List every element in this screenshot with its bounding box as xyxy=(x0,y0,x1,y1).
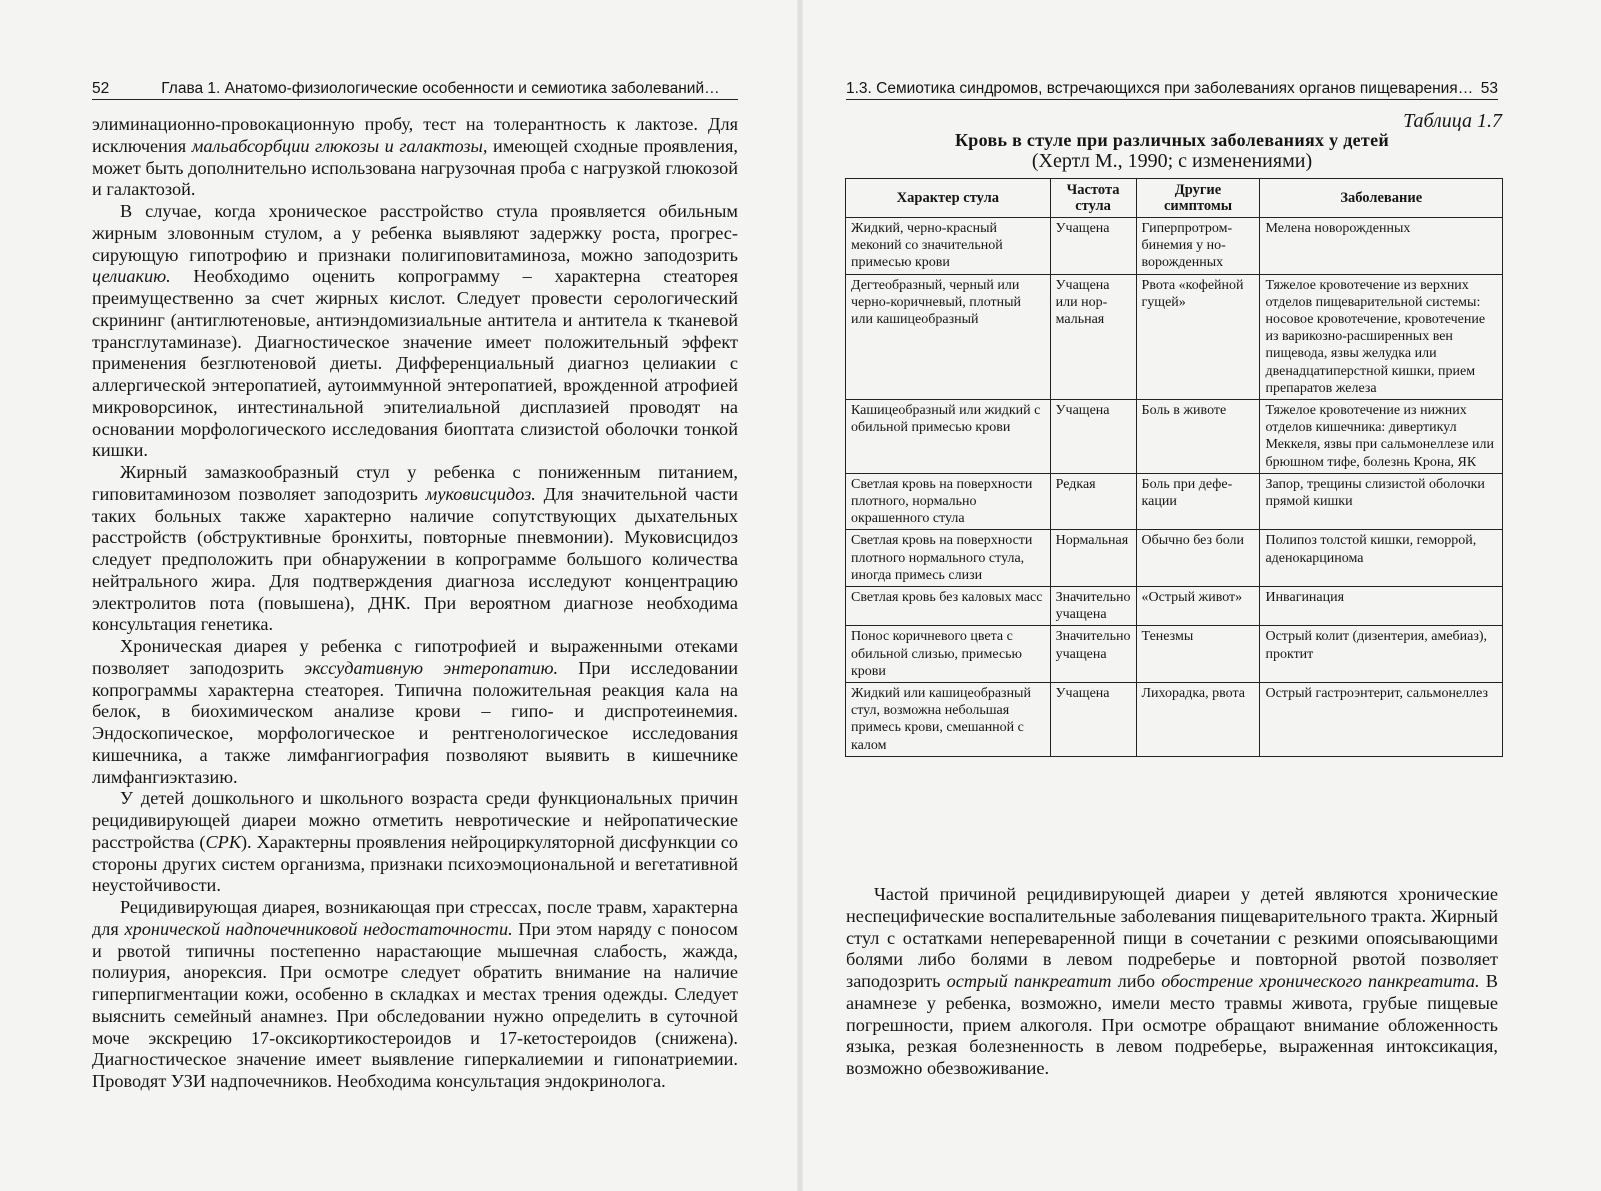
text-run: элиминационно-провокационную пробу, тест на толерантность к лактозе. Для исключения xyxy=(92,114,738,156)
table-header-cell: Другие симптомы xyxy=(1136,179,1260,218)
right-page xyxy=(800,0,1601,1191)
italic-term: острый панкреатит xyxy=(946,971,1112,991)
left-page xyxy=(0,0,800,1191)
left-body-text xyxy=(92,114,738,1093)
italic-term: хронической надпочечниковой недостаточности. xyxy=(124,918,513,939)
table-header-cell: Заболевание xyxy=(1260,179,1503,218)
table-header-cell: Характер стула xyxy=(846,179,1051,218)
chapter-title: Глава 1. Анатомо-физиологические особенности и семиотика заболеваний… xyxy=(161,80,720,97)
italic-term: целиакию. xyxy=(92,266,171,287)
running-head-right xyxy=(846,76,1498,100)
table-number: Таблица 1.7 xyxy=(1403,110,1502,132)
text-run: Необходимо оценить копрограмму – характерна стеаторея преимущественно за счет жирных кислот. Следует провести серологический скрининг (антиглютеновые, антиэндомизиальные антитела и антитела к тканевой трансглутаминазе). Диагностическое значение имеет положительный эффект применения безглютеновой диеты. Дифференциальный диагноз целиакии с аллергической энтеропатией, аутоиммунной энтеропатией, врожденной атрофией микроворсинок, интестинальной эпителиальной дисплазией проводят на основании морфологического исследования биоптата слизистой оболочки тонкой кишки. xyxy=(92,266,738,461)
table-cell: Острый колит (дизентерия, амебиаз), проктит xyxy=(1260,626,1503,683)
table-title: Кровь в стуле при различных заболеваниях у детей xyxy=(954,130,1390,150)
table-cell: Понос коричневого цвета с обильной слизью, примесью крови xyxy=(846,626,1051,683)
table-cell: Мелена новорожденных xyxy=(1260,218,1503,275)
table-cell: Значительно учащена xyxy=(1050,587,1136,626)
text-run: При исследовании копрограммы характерна стеаторея. Типична положительная реакция кала на белок, в биохимическом анализе крови – гипо- и диспротеинемия. Эндоскопическое, морфологическое и рентгенологическое исследования кишечника, а также лимфангиография позволяют выявить в кишечнике лимфангиэктазию. xyxy=(92,657,739,787)
table-cell: Жидкий или кашицеобразный стул, возможна небольшая примесь крови, смешанной с калом xyxy=(846,683,1051,757)
table-header-cell: Частота стула xyxy=(1050,179,1136,218)
table-row xyxy=(846,683,1503,757)
table-cell: Светлая кровь на поверхности плотного, нормально окрашенного стула xyxy=(846,473,1051,530)
table-cell: Значительно учащена xyxy=(1050,626,1136,683)
table-cell: Гиперпротромбинемия у новорожденных xyxy=(1136,218,1260,275)
table-source: (Хертл М., 1990; с изменениями) xyxy=(1031,150,1313,172)
text-run: либо xyxy=(1111,971,1162,991)
running-head-left xyxy=(92,76,738,100)
table-row xyxy=(846,218,1503,275)
right-body-text xyxy=(846,884,1498,1080)
italic-term: мальабсорбции глюкозы и галактозы, xyxy=(191,135,488,156)
italic-term: обострение хронического панкреатита. xyxy=(1161,971,1480,991)
table-row xyxy=(846,530,1503,587)
table-cell: Светлая кровь на поверхности плотного нормального стула, иногда примесь слизи xyxy=(846,530,1051,587)
table-cell: Тяжелое кровотечение из верхних отделов пищеварительной системы: носовое кровотечение, кровотечение из варикозно-расширенных вен пищевода, язвы желудка или двенадцатиперстной кишки, прием препаратов железа xyxy=(1260,274,1503,399)
table-cell: Учащена xyxy=(1050,218,1136,275)
table-row xyxy=(846,400,1503,474)
section-title: 1.3. Семиотика синдромов, встречающихся при заболеваниях органов пищеварения… xyxy=(846,80,1474,97)
table-cell: Инвагинация xyxy=(1260,587,1503,626)
text-run: При этом наряду с поносом и рвотой типичны постепенно нарастающие мышечная слабость, жажда, полиурия, анорексия. При осмотре следует обратить внимание на наличие гиперпигментации кожи, особенно в складках и местах трения одежды. Следует выяснить семейный анамнез. При обследовании нужно определить в суточной моче экскрецию 17-оксикортикостероидов и 17-кетостероидов (снижена). Диагностическое значение имеет выявление гиперкалиемии и гипонатриемии. Проводят УЗИ надпочечников. Необходима консультация эндокринолога. xyxy=(92,918,738,1091)
paragraph xyxy=(846,884,1498,1080)
italic-term: муковисцидоз. xyxy=(425,483,536,504)
text-run: У детей дошкольного и школьного возраста среди функциональных причин рецидивирующей диареи можно отметить невротические и нейропатические расстройства ( xyxy=(92,788,738,852)
table-row xyxy=(846,473,1503,530)
text-run: В случае, когда хроническое расстройство стула проявляется обильным жирным зловонным стулом, а у ребенка выявляют задержку роста, прогрессирующую гипотрофию и признаки полигиповитаминоза, можно заподозрить xyxy=(92,201,738,265)
table-row xyxy=(846,626,1503,683)
paragraph xyxy=(92,114,738,201)
table-row xyxy=(846,274,1503,399)
text-run: ). Характерны проявления нейроциркуляторной дисфункции со стороны других систем организма, признаки психоэмоциональной и вегетативной неустойчивости. xyxy=(92,831,738,896)
table-header-row xyxy=(846,179,1503,218)
table-cell: Запор, трещины слизистой оболочки прямой кишки xyxy=(1260,473,1503,530)
table-cell: Тенезмы xyxy=(1136,626,1260,683)
text-run: Частой причиной рецидивирующей диареи у детей являются хронические неспецифические воспалительные заболевания пищеварительного тракта. Жирный стул с остатками непереваренной пищи в сочетании с резкими опоясывающими болями либо болями в левом подреберье и повторной рвотой позволяет заподозрить xyxy=(846,884,1498,991)
table-cell: Кашицеобразный или жидкий с обильной примесью крови xyxy=(846,400,1051,474)
text-run: Для значительной части таких больных также характерно наличие сопутствующих дыхательных расстройств (обструктивные бронхиты, повторные пневмонии). Муковисцидоз следует предположить при обнаружении в копрограмме большого количества нейтрального жира. Для подтверждения диагноза исследуют концентрацию электролитов пота (повышена), ДНК. При вероятном диагнозе необходима консультация генетика. xyxy=(92,483,738,635)
table-cell: «Острый живот» xyxy=(1136,587,1260,626)
table-body xyxy=(846,218,1503,757)
table-cell: Нормальная xyxy=(1050,530,1136,587)
page-number: 53 xyxy=(1480,80,1498,97)
text-run: Рецидивирующая диарея, возникающая при стрессах, после травм, характерна для xyxy=(92,897,738,939)
table-cell: Жидкий, черно-красный меконий со значительной примесью крови xyxy=(846,218,1051,275)
table-cell: Боль при дефекации xyxy=(1136,473,1260,530)
table-cell: Лихорадка, рвота xyxy=(1136,683,1260,757)
table-cell: Тяжелое кровотечение из нижних отделов кишечника: дивертикул Меккеля, язвы при сальмонеллезе или брюшном тифе, болезнь Крона, ЯК xyxy=(1260,400,1503,474)
table-cell: Полипоз толстой кишки, геморрой, аденокарцинома xyxy=(1260,530,1503,587)
page-number: 52 xyxy=(92,80,110,97)
table-cell: Рвота «кофейной гущей» xyxy=(1136,274,1260,399)
table-cell: Обычно без боли xyxy=(1136,530,1260,587)
paragraph xyxy=(92,788,738,897)
text-run: имеющей сходные проявления, может быть дополнительно использована нагрузочная проба с нагрузкой глюкозой и галактозой. xyxy=(92,135,738,200)
paragraph xyxy=(92,462,738,636)
text-run: В анамнезе у ребенка, возможно, имели место травмы живота, грубые пищевые погрешности, прием алкоголя. При осмотре обращают внимание обложенность языка, резкая болезненность в левом подреберье, выраженная интоксикация, возможно обезвоживание. xyxy=(846,971,1498,1078)
table-cell: Редкая xyxy=(1050,473,1136,530)
paragraph xyxy=(92,897,738,1093)
table-cell: Учащена или нормальная xyxy=(1050,274,1136,399)
table-cell: Учащена xyxy=(1050,400,1136,474)
paragraph xyxy=(92,201,738,462)
paragraph xyxy=(92,636,738,788)
table-cell: Светлая кровь без каловых масс xyxy=(846,587,1051,626)
table-cell: Острый гастроэнтерит, сальмонеллез xyxy=(1260,683,1503,757)
italic-term: экссудативную энтеропатию. xyxy=(304,657,559,678)
table-cell: Дегтеобразный, черный или черно-коричневый, плотный или кашицеобразный xyxy=(846,274,1051,399)
table-cell: Боль в животе xyxy=(1136,400,1260,474)
italic-term: СРК xyxy=(205,831,241,852)
blood-in-stool-table xyxy=(845,178,1503,757)
table-cell: Учащена xyxy=(1050,683,1136,757)
table-row xyxy=(846,587,1503,626)
text-run: Жирный замазкообразный стул у ребенка с пониженным питанием, гиповитаминозом позволяет заподозрить xyxy=(92,462,738,504)
text-run: Хроническая диарея у ребенка с гипотрофией и выраженными отеками позволяет заподозрить xyxy=(92,636,738,678)
